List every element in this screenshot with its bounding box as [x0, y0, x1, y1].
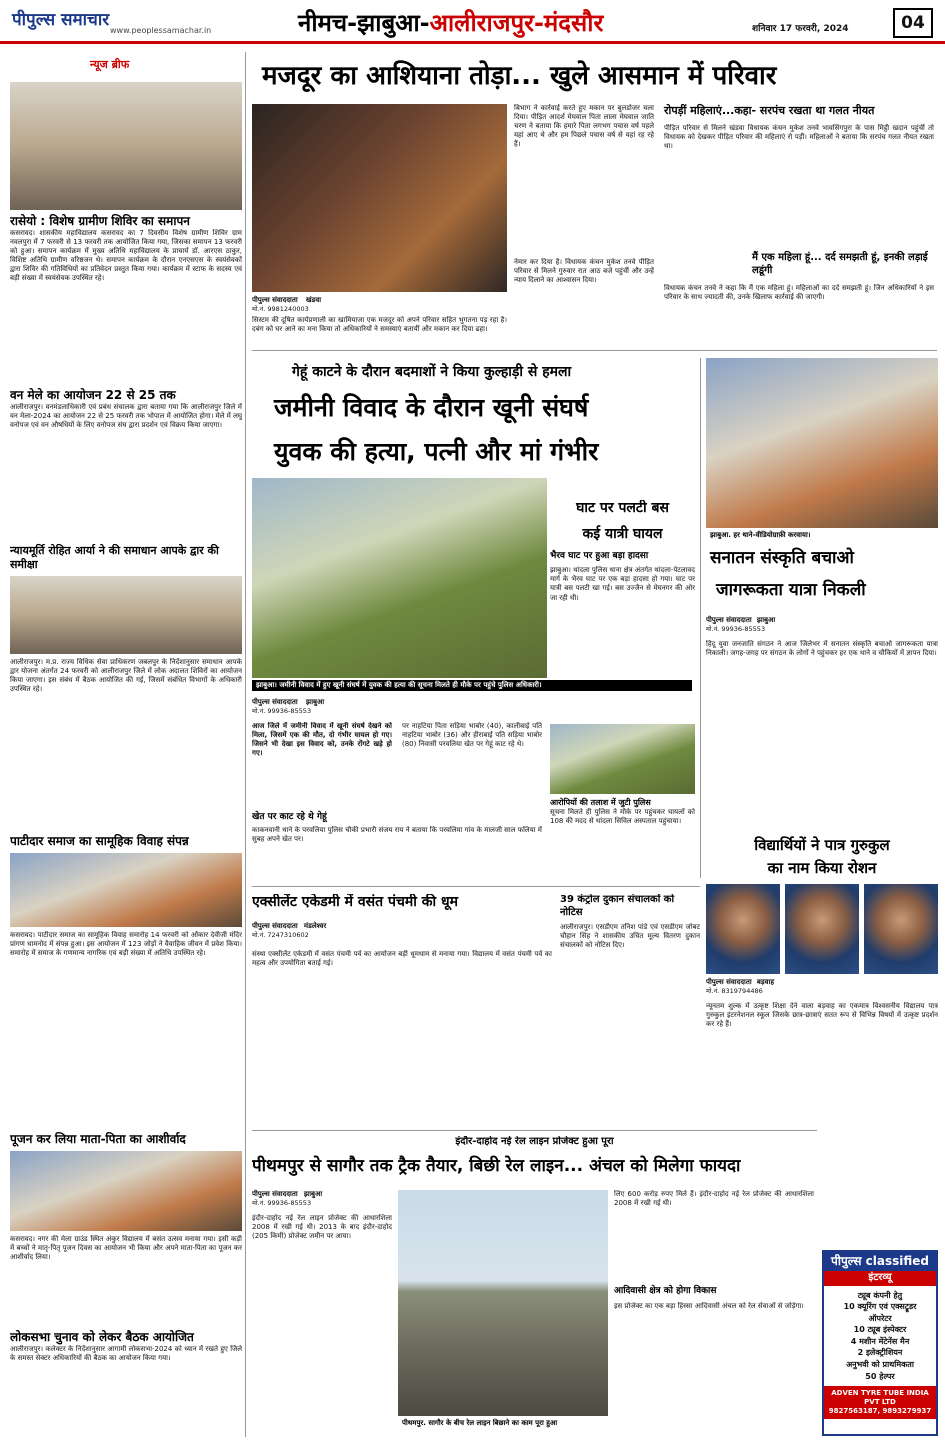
byline-name: पीपुल्स संवाददाता — [252, 1190, 298, 1198]
brief-item-text: आलीराजपुर। वनमंडलाधिकारी एवं प्रबंध संचालक द्वारा बताया गया कि आलीराजपुर जिले में वन मेला-2024 का आयोजन 22 से 25 फरवरी तक भोपाल में आयोजित होगा। मेले में लघु वनोपज एवं वन औषधियों के लिए वनोपज संघ द्वारा प्रदर्शन एवं विक्रय किया जाएगा। — [10, 403, 242, 430]
classified-line: ट्यूब कंपनी हेतु — [857, 1290, 903, 1300]
classified-line: अनुभवी को प्राथमिकता — [846, 1360, 914, 1370]
rail-photo — [398, 1190, 608, 1416]
brief-item-4 — [10, 834, 242, 1131]
byline-phone: मो.नं. 99936-85553 — [706, 624, 766, 633]
gurukul-byline — [706, 978, 821, 995]
classified-line: 10 क्यूरिंग एवं एक्सट्रूडर — [843, 1302, 917, 1312]
classified-body — [824, 1286, 936, 1387]
brief-photo-5 — [10, 1151, 242, 1231]
brief-item-title: वन मेले का आयोजन 22 से 25 तक — [10, 388, 176, 402]
brief-item-text: कसरावद। पाटीदार समाज का सामूहिक विवाह समारोह 14 फरवरी को ओंकार देवीजी मंदिर प्रांगण धामनोद में संपन्न हुआ। इस आयोजन में 123 जोड़ों ने वैवाहिक जीवन में प्रवेश किया। समारोह में समाज के गणमान्य नागरिक एवं बड़ी संख्या में अतिथि उपस्थित रहे। — [10, 931, 242, 958]
lead-side-headline: रोपड़ीं महिलाएं...कहा- सरपंच रखता था गलत नीयत — [664, 104, 875, 117]
lead-quote: मैं एक महिला हूं... दर्द समझती हूं, इनकी लड़ाई लडूंगी — [752, 252, 928, 276]
masthead — [0, 0, 945, 44]
lead-text-1: सिस्टम की दूषित कार्यप्रणाली का खामियाजा एक मजदूर को अपने परिवार सहित भुगतना पड़ रहा है। दबंग को घर आने का मना किया तो अधिकारियों ने समस्याएं बतायीं और मकान कर दिया ढहा। — [252, 316, 507, 334]
sanatan-text: हिंदू युवा जनजाति संगठन ने आज जिलेभर में सनातन संस्कृति बचाओ जागरूकता यात्रा निकाली। जगह-जगह पर संगठन के लोगों ने पहुंचकर हर एक थाने व चौकियों में ज्ञापन दिया। — [706, 640, 938, 658]
murder-photo-caption: झाबुआ। जमीनी विवाद में हुए खूनी संघर्ष में युवक की हत्या की सूचना मिलते ही मौके पर पहुंचे पुलिस अधिकारी। — [252, 680, 692, 691]
sanatan-headline-2: जागरूकता यात्रा निकली — [716, 580, 866, 600]
student-photo-2 — [785, 884, 859, 974]
brief-photo-4 — [10, 853, 242, 927]
brief-photo-3 — [10, 576, 242, 654]
bus-photo — [550, 724, 695, 794]
brief-item-3 — [10, 544, 242, 818]
brief-item-title: न्यायमूर्ति रोहित आर्या ने की समाधान आपके द्वार की समीक्षा — [10, 544, 219, 571]
bus-story — [550, 500, 695, 878]
byline-place: झाबुआ — [756, 616, 776, 624]
murder-headline-1: जमीनी विवाद के दौरान खूनी संघर्ष — [274, 393, 589, 422]
bus-text-2: सूचना मिलते ही पुलिस ने मौके पर पहुंचकर घायलों को 108 की मदद से थांदला सिविल अस्पताल पहुंचाया। — [550, 808, 695, 826]
murder-text-1: आज जिले में जमीनी विवाद में खूनी संघर्ष देखने को मिला, जिसमें एक की मौत, दो गंभीर घायल हो गए। जिसने भी देखा इस विवाद को, उनके रोंगटे खड़े हो गए। — [252, 722, 392, 758]
academy-story — [252, 894, 552, 1124]
sanatan-story — [706, 358, 938, 828]
classified-section: इंटरव्यू — [824, 1271, 936, 1286]
academy-text: संस्था एक्सीलेंट एकेडमी में वसंत पंचमी पर्व का आयोजन बड़ी धूमधाम से मनाया गया। विद्यालय में वसंत पंचमी पर्व का महत्व और उपयोगिता बताई गई। — [252, 950, 552, 968]
byline-name: पीपुल्स संवाददाता — [252, 922, 298, 930]
brief-item-5 — [10, 1132, 242, 1305]
shops-headline: 39 कंट्रोल दुकान संचालकों को नोटिस — [560, 894, 675, 918]
sanatan-byline — [706, 616, 821, 633]
byline-phone: मो.नं. 7247310602 — [252, 930, 309, 939]
gurukul-headline-2: का नाम किया रोशन — [767, 858, 877, 877]
issue-date: शनिवार 17 फरवरी, 2024 — [752, 24, 849, 34]
lead-photo — [252, 104, 507, 292]
gurukul-headline-1: विद्यार्थियों ने पात्र गुरुकुल — [754, 836, 890, 854]
byline-name: पीपुल्स संवाददाता — [252, 698, 298, 706]
brief-item-text: आलीराजपुर। कलेक्टर के निर्देशानुसार आगामी लोकसभा-2024 को ध्यान में रखते हुए जिले के समस्त सेक्टर अधिकारियों की बैठक का आयोजन किया गया। — [10, 1345, 242, 1363]
page-number: 04 — [893, 8, 933, 38]
murder-headline-2: युवक की हत्या, पत्नी और मां गंभीर — [274, 437, 599, 466]
rail-headline: पीथमपुर से सागौर तक ट्रैक तैयार, बिछी रेल लाइन... अंचल को मिलेगा फायदा — [252, 1156, 741, 1176]
bus-subhead: भैरव घाट पर हुआ बड़ा हादसा — [550, 551, 649, 561]
rail-photo-caption: पीथमपुर. सागौर के बीच रेल लाइन बिछाने का काम पूरा हुआ — [398, 1418, 608, 1429]
gurukul-story — [706, 836, 938, 1136]
edition-title — [298, 8, 603, 38]
byline-phone: मो.नं. 9981240003 — [252, 304, 309, 313]
rail-text-1: इंदौर-दाहोद नई रेल लाइन प्रोजेक्ट की आधारशिला 2008 में रखी गई थी। 2013 के बाद इंदौर-दाहोद (205 किमी) प्रोजेक्ट जमीन पर आया। — [252, 1214, 392, 1241]
classified-line: 4 मशीन मेंटेनेंस मैन — [850, 1336, 910, 1346]
byline-place: झाबुआ — [303, 1190, 323, 1198]
brief-item-title: लोकसभा चुनाव को लेकर बैठक आयोजित — [10, 1330, 194, 1344]
murder-text-2: काकनवानी थाने के परवलिया पुलिस चौकी प्रभारी संजय राय ने बताया कि परवलिया गांव के मालजी साल फलिया में सुबह अपने खेत पर। — [252, 826, 542, 844]
byline-place: खंडवा — [305, 296, 322, 304]
academy-byline — [252, 922, 402, 939]
classified-line: ऑपरेटर — [868, 1313, 892, 1323]
lead-side-text: पीड़ित परिवार से मिलने खंडवा विधायक कंचन मुकेश तनवे भावसिंगपुरा के पास मिट्ठी खदान पहुंचीं तो विधायक को देखकर पीड़ित परिवार की महिलाएं रो पड़ीं। महिलाओं ने बताया कि सरपंच गलत नीयत रखता था। — [664, 124, 934, 151]
brief-item-2 — [10, 388, 242, 543]
lead-byline — [252, 296, 507, 313]
byline-name: पीपुल्स संवाददाता — [706, 978, 752, 986]
lead-quote-text: विधायक कंचन तनवे ने कहा कि मैं एक महिला हूं। महिलाओं का दर्द समझती हूं। जिन अधिकारियों ने इस परिवार के साथ ज्यादती की, उनके खिलाफ कार्रवाई की जाएगी। — [664, 284, 934, 302]
murder-text-3: पर नाहटिया पिता सड़िया भाबोर (40), कालीबाई पति नाहटिया भाबोर (36) और हीराबाई पति सड़िया भाबोर (80) निवासी परवलिया खेत पर गेहूं काट रहे थे। — [402, 722, 542, 749]
bus-text: झाबुआ। थांदला पुलिस थाना क्षेत्र अंतर्गत थांदला-पेटलावद मार्ग के भैरव घाट पर एक बड़ा हादसा हो गया। घाट पर यात्री बस पलटी खा गई। बस उज्जैन से मेघनगर की ओर जा रही थी। — [550, 566, 695, 602]
section-divider — [252, 886, 700, 887]
bus-headline-2: कई यात्री घायल — [582, 525, 663, 542]
classified-line: 2 इलेक्ट्रीशियन — [857, 1348, 903, 1358]
news-brief-label: न्यूज ब्रीफ — [90, 58, 130, 71]
murder-byline — [252, 698, 402, 715]
student-photo-3 — [864, 884, 938, 974]
murder-photo — [252, 478, 547, 678]
shops-text: आलीराजपुर। एसडीएम तनिश पांडे एवं एसडीएम जोबट चौहान सिंह ने शासकीय उचित मूल्य वितरण दुकान संचालकों को नोटिस दिए। — [560, 923, 700, 950]
classified-title: पीपुल्स classified — [824, 1252, 936, 1271]
rail-story — [252, 1136, 817, 1436]
bus-headline-1: घाट पर पलटी बस — [576, 500, 669, 516]
byline-phone: मो.नं. 8319794486 — [706, 986, 763, 995]
brand-logo: पीपुल्स समाचार — [12, 10, 110, 30]
rail-byline — [252, 1190, 402, 1207]
bus-subhead-2: आरोपियों की तलाश में जुटी पुलिस — [550, 798, 651, 808]
classified-ad — [822, 1250, 938, 1436]
classified-line: 50 हेल्पर — [865, 1371, 895, 1381]
brief-item-title: पूजन कर लिया माता-पिता का आशीर्वाद — [10, 1132, 186, 1146]
edition-title-black: नीमच-झाबुआ- — [298, 9, 430, 37]
brief-item-title: पाटीदार समाज का सामूहिक विवाह संपन्न — [10, 834, 189, 848]
murder-subhead: खेत पर काट रहे थे गेहूं — [252, 812, 327, 822]
edition-title-red: आलीराजपुर-मंदसौर — [429, 9, 604, 37]
brief-item-6 — [10, 1330, 242, 1435]
byline-place: मंडलेश्वर — [303, 922, 327, 930]
rail-kicker: इंदौर-दाहोद नई रेल लाइन प्रोजेक्ट हुआ पूरा — [455, 1136, 614, 1147]
byline-phone: मो.नं. 99936-85553 — [252, 706, 312, 715]
brief-item-text: कसरावद। नगर की मेला ग्राउंड स्थित अंकुर विद्यालय में बसंत उत्सव मनाया गया। इसी कड़ी में बच्चों ने मातृ-पितृ पूजन दिवस का आयोजन भी किया और अपने माता-पिता का पूजन कर आशीर्वाद लिया। — [10, 1235, 242, 1262]
lead-headline: मजदूर का आशियाना तोड़ा... खुले आसमान में परिवार — [262, 61, 777, 91]
classified-line: 10 ट्यूब इंस्पेक्टर — [853, 1325, 907, 1335]
byline-name: पीपुल्स संवाददाता — [706, 616, 752, 624]
news-brief-column — [10, 52, 242, 1437]
brief-item-1 — [10, 214, 242, 385]
byline-place: झाबुआ — [305, 698, 325, 706]
classified-company: ADVEN TYRE TUBE INDIA PVT LTD — [831, 1389, 929, 1406]
student-photo-1 — [706, 884, 780, 974]
classified-footer — [824, 1386, 936, 1418]
brief-photo-1 — [10, 82, 242, 210]
gurukul-text: न्यूनतम शुल्क में उत्कृष्ट शिक्षा देने वाला बड़वाह का एकमात्र विश्वसनीय विद्यालय पात्र गुरुकुल इंटरनेशनल स्कूल जिसके छात्र-छात्राएं सतत रूप से विभिन्न विषयों में उत्कृष्ट प्रदर्शन कर रहे हैं। — [706, 1002, 938, 1029]
column-divider — [245, 52, 246, 1437]
academy-headline: एक्सीलेंट एकेडमी में वसंत पंचमी की धूम — [252, 894, 458, 910]
column-divider — [700, 358, 701, 878]
byline-place: बड़वाह — [756, 978, 775, 986]
sanatan-photo-caption: झाबुआ. हर थाने-वीडियोग्राफ़ी करवाया। — [706, 530, 938, 541]
byline-phone: मो.नं. 99936-85553 — [252, 1198, 312, 1207]
rail-text-2: लिए 600 करोड़ रुपए मिले हैं। इंदौर-दाहोद नई रेल प्रोजेक्ट की आधारशिला 2008 में रखी गई थी। — [614, 1190, 814, 1208]
brief-item-text: कसरावद। शासकीय महाविद्यालय कसरावद का 7 दिवसीय विशेष ग्रामीण शिविर ग्राम नवलपुरा में 7 फरवरी से 13 फरवरी तक आयोजित किया गया, जिसका समापन 13 फरवरी को हुआ। समापन कार्यक्रम में मुख्य अतिथि महाविद्यालय के प्राचार्य डॉ. आरएस ठाकुर, विशिष्ट अतिथि ग्रामीण वरिष्ठजन थे। समापन कार्यक्रम के दौरान एनएसएस के स्वयंसेवकों द्वारा शिविर की गतिविधियों का प्रतिवेदन प्रस्तुत किया गया। कार्यक्रम में स्टाफ के सदस्य एवं बड़ी संख्या में स्वयंसेवक उपस्थित रहे। — [10, 229, 242, 283]
classified-phone: 9827563187, 9893279937 — [828, 1406, 932, 1415]
sanatan-headline-1: सनातन संस्कृति बचाओ — [710, 548, 854, 568]
sanatan-photo — [706, 358, 938, 528]
section-divider — [252, 1130, 817, 1131]
brief-item-text: आलीराजपुर। म.प्र. राज्य विधिक सेवा प्राधिकरण जबलपुर के निर्देशानुसार समाधान आपके द्वार योजना अंतर्गत 24 फरवरी को आलीराजपुर जिले में लोक अदालत शिविरों का आयोजन किया जाएगा। इस संबंध में बैठक आयोजित की गई, जिसमें संबंधित विभागों के अधिकारी उपस्थित रहे। — [10, 657, 242, 693]
site-url[interactable]: www.peoplessamachar.in — [110, 26, 212, 35]
brief-item-title: रासेयो : विशेष ग्रामीण शिविर का समापन — [10, 214, 190, 228]
murder-kicker: गेहूं काटने के दौरान बदमाशों ने किया कुल्हाड़ी से हमला — [292, 364, 572, 380]
shops-story — [560, 894, 700, 1124]
rail-subhead: आदिवासी क्षेत्र को होगा विकास — [614, 1286, 717, 1296]
byline-name: पीपुल्स संवाददाता — [252, 296, 298, 304]
rail-text-3: इस प्रोजेक्ट का एक बड़ा हिस्सा आदिवासी अंचल को रेल सेवाओं से जोड़ेगा। — [614, 1302, 804, 1310]
lead-text-2: बिभाग ने कार्रवाई करते हुए मकान पर बुलडोजर चला दिया। पीड़ित आदर्श मेघवाल पिता लाला मेघवाल जाति चरण ने बताया कि हमारे पिता लगभग पचास वर्ष पहले यहां आए थे और हम पिछले पचास वर्ष से यहां रह रहे हैं। — [514, 104, 654, 149]
lead-story — [252, 52, 937, 342]
lead-text-3: नेमार कर दिया है। विधायक कंचन मुकेश तनवे पीड़ित परिवार से मिलने गुरुवार रात आठ बजे पहुंचीं और उन्हें न्याय दिलाने का आश्वासन दिया। — [514, 258, 654, 285]
section-divider — [252, 350, 937, 351]
